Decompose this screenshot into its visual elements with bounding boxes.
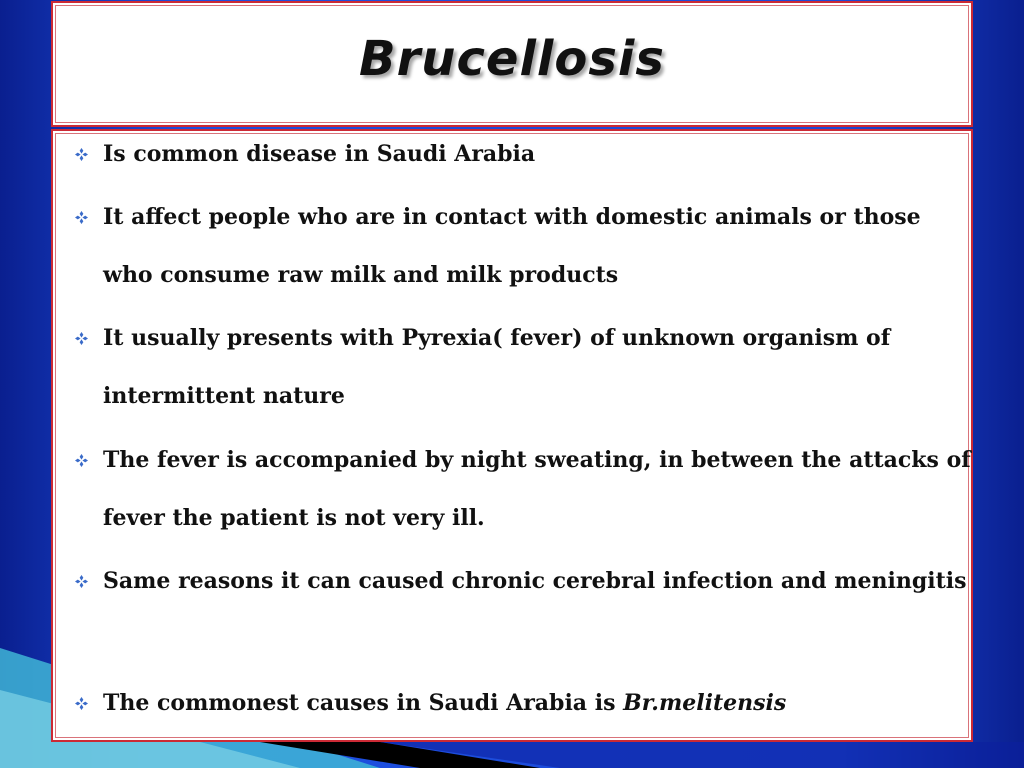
four-diamond-bullet-icon — [75, 454, 88, 467]
bullet-text: Same reasons it can caused chronic cerebral infection and meningitis — [103, 568, 967, 594]
bullet-item — [103, 309, 973, 425]
bullet-item — [103, 674, 973, 732]
four-diamond-bullet-icon — [75, 332, 88, 345]
bullet-text: The fever is accompanied by night sweating, in between the attacks of fever the patient is not very ill. — [103, 447, 971, 531]
slide-title: Brucellosis — [359, 31, 665, 87]
bullet-item — [103, 431, 973, 547]
four-diamond-bullet-icon — [75, 697, 88, 710]
bullet-emphasis: Br.melitensis — [623, 690, 787, 716]
bullet-text: It usually presents with Pyrexia( fever) of unknown organism of intermittent nature — [103, 325, 891, 409]
bullet-item — [103, 552, 973, 610]
bullet-text: It affect people who are in contact with domestic animals or those who consume raw milk and milk products — [103, 204, 921, 288]
bullet-text-main: The commonest causes in Saudi Arabia is — [103, 690, 624, 716]
bullet-text — [103, 674, 973, 732]
bullet-item — [103, 125, 973, 183]
bullet-text: Is common disease in Saudi Arabia — [103, 141, 536, 167]
title-box — [51, 1, 973, 127]
four-diamond-bullet-icon — [75, 211, 88, 224]
content-box — [51, 129, 973, 742]
four-diamond-bullet-icon — [75, 148, 88, 161]
four-diamond-bullet-icon — [75, 575, 88, 588]
bullet-item — [103, 188, 973, 304]
